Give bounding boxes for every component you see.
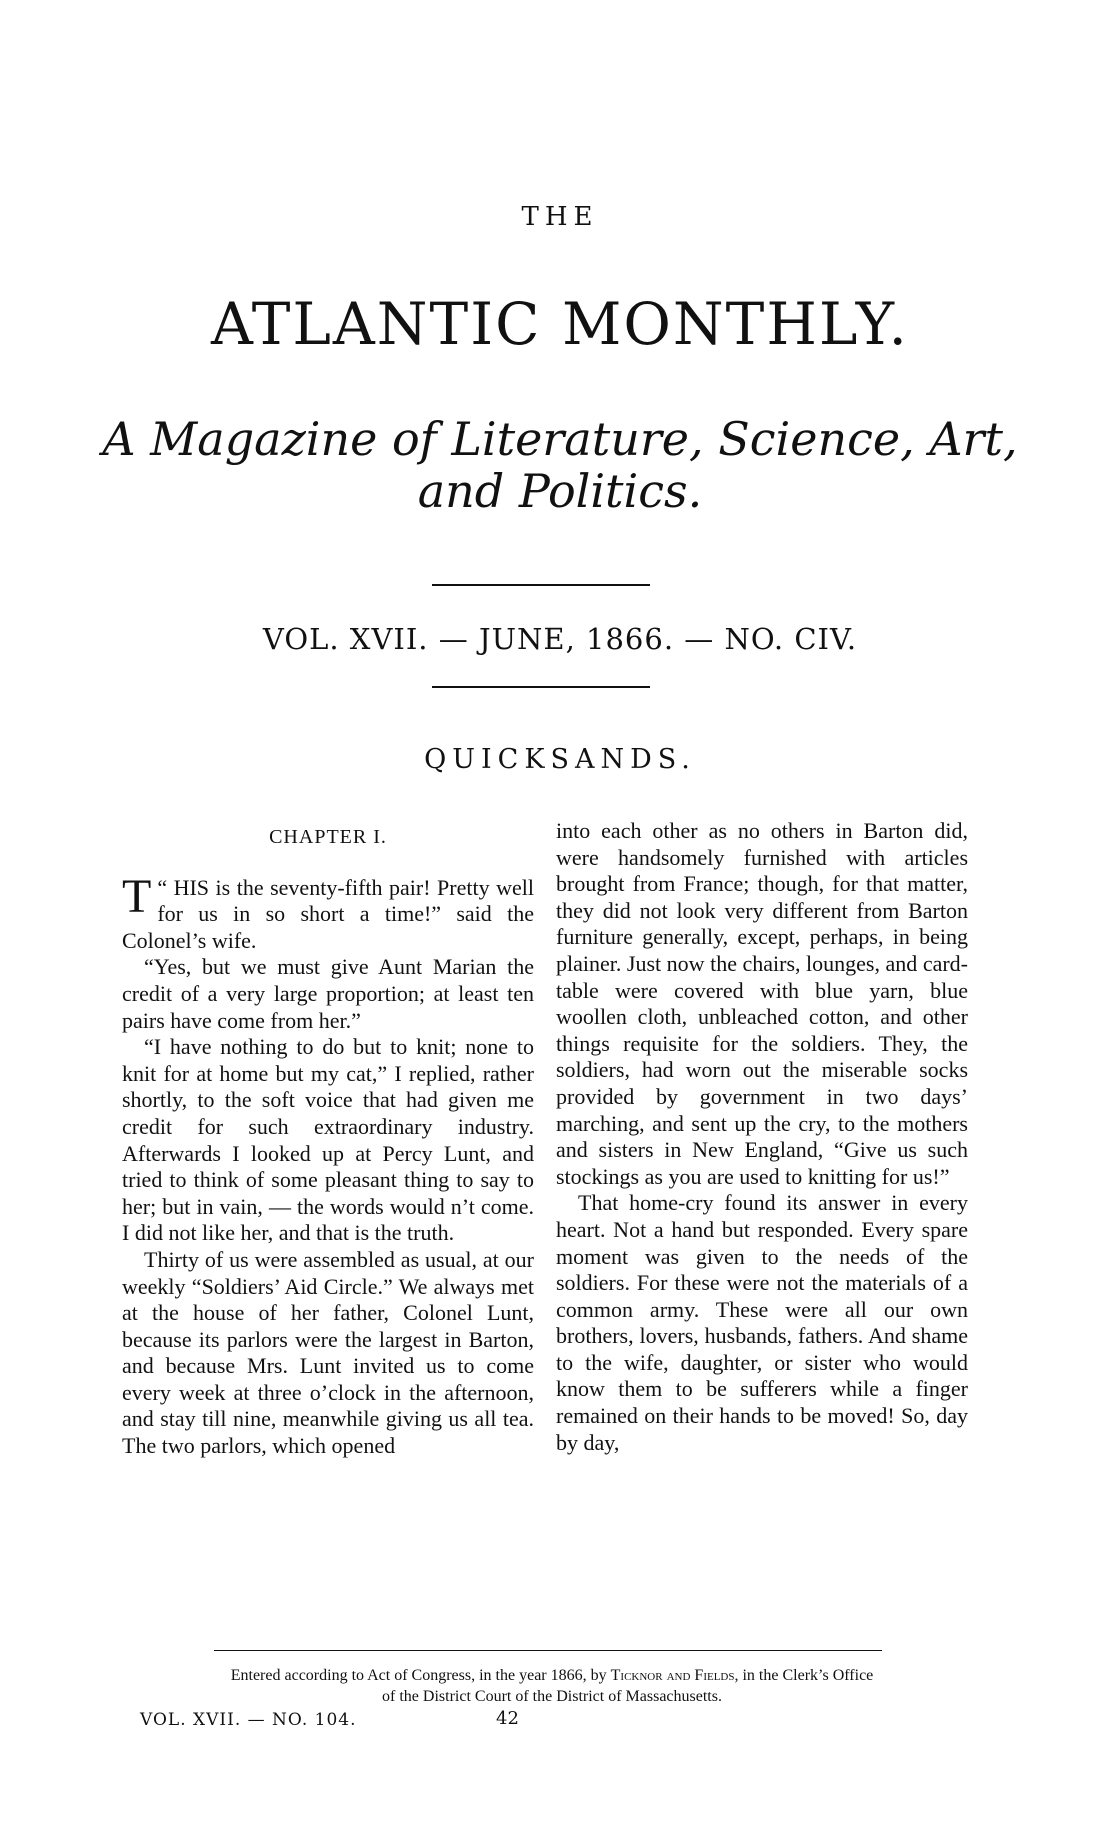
paragraph (122, 869, 534, 955)
footnote-rule (214, 1650, 882, 1651)
copyright-notice (112, 1665, 992, 1707)
copyright-text-line-2: of the District Court of the District of Massachusetts. (382, 1688, 722, 1705)
rule-top (432, 584, 650, 586)
page-number: 42 (496, 1708, 519, 1729)
chapter-heading: CHAPTER I. (269, 826, 387, 848)
paragraph-text: “ HIS is the seventy-fifth pair! Pretty well for us in so short a time!” said the Colonel’s wife. (122, 874, 534, 953)
issue-signature: VOL. XVII. — NO. 104. (140, 1710, 357, 1730)
article-title: QUICKSANDS. (424, 744, 696, 775)
copyright-text: Entered according to Act of Congress, in the year 1866, by (230, 1667, 611, 1684)
column-left (122, 818, 534, 1460)
copyright-text: , in the Clerk’s Office (734, 1667, 874, 1684)
paragraph: Thirty of us were assembled as usual, at our weekly “Soldiers’ Aid Circle.” We always met at the house of her father, Colonel Lunt, because its parlors were the largest in Barton, and because Mrs. Lunt invited us to come every week at three o’clock in the afternoon, and stay till nine, meanwhile giving us all tea. The two parlors, which opened (122, 1246, 534, 1459)
magazine-title: ATLANTIC MONTHLY. (211, 290, 909, 358)
masthead-the: THE (521, 202, 599, 232)
publisher-name: Ticknor and Fields (610, 1667, 735, 1684)
column-right (556, 818, 968, 1456)
paragraph: “Yes, but we must give Aunt Marian the credit of a very large proportion; at least ten pairs have come from her.” (122, 954, 534, 1033)
paragraph: into each other as no others in Barton did, were handsomely furnished with articles brought from France; though, for that matter, they did not look very different from Barton furniture generally, except, perhaps, in being plainer. Just now the chairs, lounges, and card-table were covered with blue yarn, blue woollen cloth, unbleached cotton, and other things requisite for the soldiers. They, the soldiers, had worn out the miserable socks provided by government in two days’ marching, and sent up the cry, to the mothers and sisters in New England, “Give us such stockings as you are used to knitting for us!” (556, 818, 968, 1189)
drop-cap: T (122, 869, 152, 923)
paragraph: “I have nothing to do but to knit; none to knit for at home but my cat,” I replied, rather shortly, to the soft voice that had given me credit for such extraordinary industry. Afterwards I looked up at Percy Lunt, and tried to think of some pleasant thing to say to her; but in vain, — the words would n’t come. I did not like her, and that is the truth. (122, 1034, 534, 1246)
volume-line: VOL. XVII. — JUNE, 1866. — NO. CIV. (262, 622, 858, 656)
rule-bottom (432, 686, 650, 688)
magazine-subtitle (0, 414, 1120, 517)
subtitle-line-1: A Magazine of Literature, Science, Art, (102, 412, 1018, 466)
paragraph: That home-cry found its answer in every heart. Not a hand but responded. Every spare moment was given to the needs of the soldiers. For these were not the materials of a common army. These were all our own brothers, lovers, husbands, fathers. And shame to the wife, daughter, or sister who would know them to be sufferers while a finger remained on their hands to be moved! So, day by day, (556, 1190, 968, 1455)
subtitle-line-2: and Politics. (417, 463, 703, 518)
